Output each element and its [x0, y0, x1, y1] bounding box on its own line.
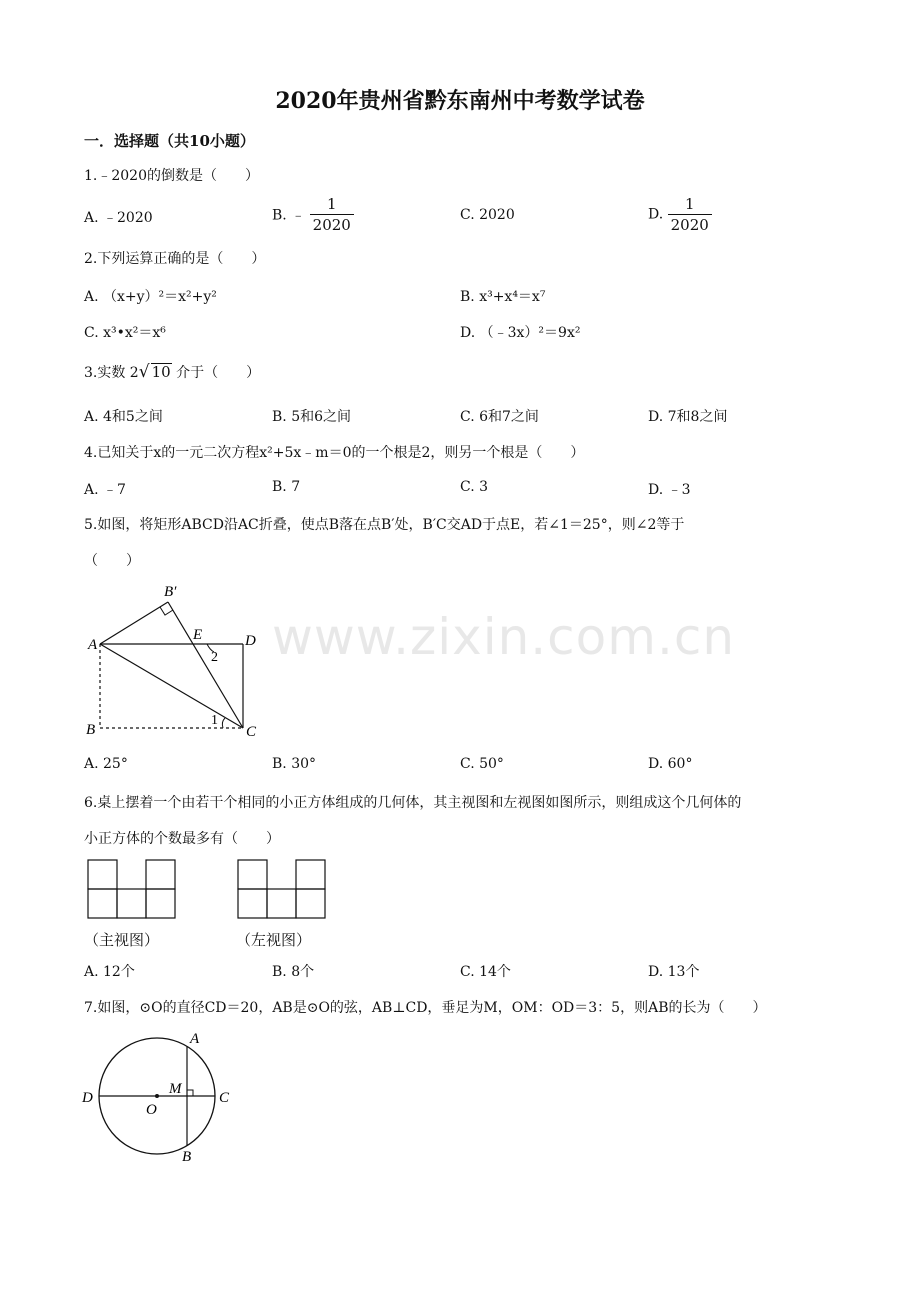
q3-radical-sign: √	[138, 362, 150, 382]
fig5-angle-2-label: 2	[211, 650, 218, 665]
q1-option-b-prefix: B. ﹣	[272, 207, 306, 224]
q5-option-d: D. 60°	[648, 756, 693, 772]
watermark: www.zixin.com.cn	[272, 608, 736, 666]
angle-1-arc	[222, 718, 225, 728]
q6-front-view-grid	[86, 858, 180, 920]
fig7-label-a: A	[190, 1031, 200, 1047]
q1-option-a: A. ﹣2020	[84, 210, 153, 226]
q6-stem-line2: 小正方体的个数最多有（ ）	[84, 831, 280, 847]
q6-stem-line1: 6.桌上摆着一个由若干个相同的小正方体组成的几何体，其主视图和左视图如图所示，则组成这个几何体的	[84, 795, 742, 811]
q3-option-d: D. 7和8之间	[648, 409, 728, 425]
q5-option-b: B. 30°	[272, 756, 317, 772]
q3-stem	[84, 362, 260, 382]
q3-option-c: C. 6和7之间	[460, 409, 539, 425]
segment-ac	[100, 644, 243, 728]
right-angle-mark	[187, 1090, 193, 1096]
q4-option-d: D. ﹣3	[648, 482, 691, 498]
fig5-label-b: B	[86, 722, 96, 738]
fig5-label-d: D	[245, 633, 256, 649]
fig7-label-m: M	[169, 1081, 182, 1097]
q5-stem-line2: （ ）	[84, 553, 140, 569]
q1-option-d-prefix: D.	[648, 206, 664, 223]
fig5-label-e: E	[193, 627, 203, 643]
q5-stem-line1: 5.如图，将矩形ABCD沿AC折叠，使点B落在点B′处，B′C交AD于点E，若∠1＝25°，则∠2等于	[84, 517, 685, 533]
q1-stem: 1.﹣2020的倒数是（ ）	[84, 168, 259, 184]
fig5-label-c: C	[246, 724, 257, 740]
q2-stem: 2.下列运算正确的是（ ）	[84, 251, 266, 267]
q3-option-b: B. 5和6之间	[272, 409, 352, 425]
q5-option-c: C. 50°	[460, 756, 504, 772]
q6-left-view-label: （左视图）	[236, 931, 312, 949]
segment-b-prime-c	[168, 602, 243, 728]
fig7-label-c: C	[219, 1090, 230, 1106]
q6-option-a: A. 12个	[84, 964, 135, 980]
fig5-label-a: A	[88, 637, 98, 653]
fig7-label-d: D	[82, 1090, 93, 1106]
q1-option-d-fraction	[668, 194, 712, 235]
q5-rectangle-fold-figure	[80, 578, 270, 744]
exam-title: 2020年贵州省黔东南州中考数学试卷	[275, 88, 645, 114]
q5-option-a: A. 25°	[84, 756, 128, 772]
q6-option-b: B. 8个	[272, 964, 315, 980]
q4-option-b: B. 7	[272, 479, 301, 495]
q1-b-numerator: 1	[326, 195, 337, 213]
q3-option-a: A. 4和5之间	[84, 409, 163, 425]
q1-option-b-fraction	[310, 194, 354, 235]
q1-d-numerator: 1	[684, 195, 695, 213]
q2-option-b: B. x³+x⁴＝x⁷	[460, 289, 546, 305]
fig7-label-o: O	[146, 1102, 157, 1118]
fig7-label-b: B	[182, 1149, 192, 1165]
q3-stem-suffix: 介于（ ）	[176, 365, 261, 381]
q4-option-a: A. ﹣7	[84, 482, 126, 498]
q4-option-c: C. 3	[460, 479, 489, 495]
q1-option-d	[648, 194, 712, 235]
q1-option-c: C. 2020	[460, 207, 515, 223]
q6-option-d: D. 13个	[648, 964, 700, 980]
q6-left-view-grid	[236, 858, 330, 920]
q1-d-denominator: 2020	[670, 216, 709, 234]
q7-stem: 7.如图，⊙O的直径CD＝20，AB是⊙O的弦，AB⊥CD，垂足为M，OM：OD＝3：5，则AB的长为（ ）	[84, 1000, 767, 1016]
section-heading: 一．选择题（共10小题）	[84, 132, 255, 150]
segment-ab-prime	[100, 602, 168, 644]
q1-option-b	[272, 194, 354, 235]
q1-b-denominator: 2020	[312, 216, 351, 234]
q3-stem-prefix: 3.实数 2	[84, 365, 139, 381]
fig5-angle-1-label: 1	[211, 713, 218, 728]
q6-option-c: C. 14个	[460, 964, 511, 980]
center-o-dot	[155, 1094, 159, 1098]
q6-front-view-label: （主视图）	[84, 931, 160, 949]
q4-stem: 4.已知关于x的一元二次方程x²+5x﹣m＝0的一个根是2，则另一个根是（ ）	[84, 445, 585, 461]
fig5-label-b-prime: B′	[164, 584, 177, 600]
q3-radicand: 10	[151, 363, 171, 381]
q7-circle-figure	[80, 1026, 250, 1168]
q2-option-a: A. （x+y）²＝x²+y²	[84, 289, 217, 305]
q2-option-c: C. x³•x²＝x⁶	[84, 325, 166, 341]
q2-option-d: D. （﹣3x）²＝9x²	[460, 325, 581, 341]
